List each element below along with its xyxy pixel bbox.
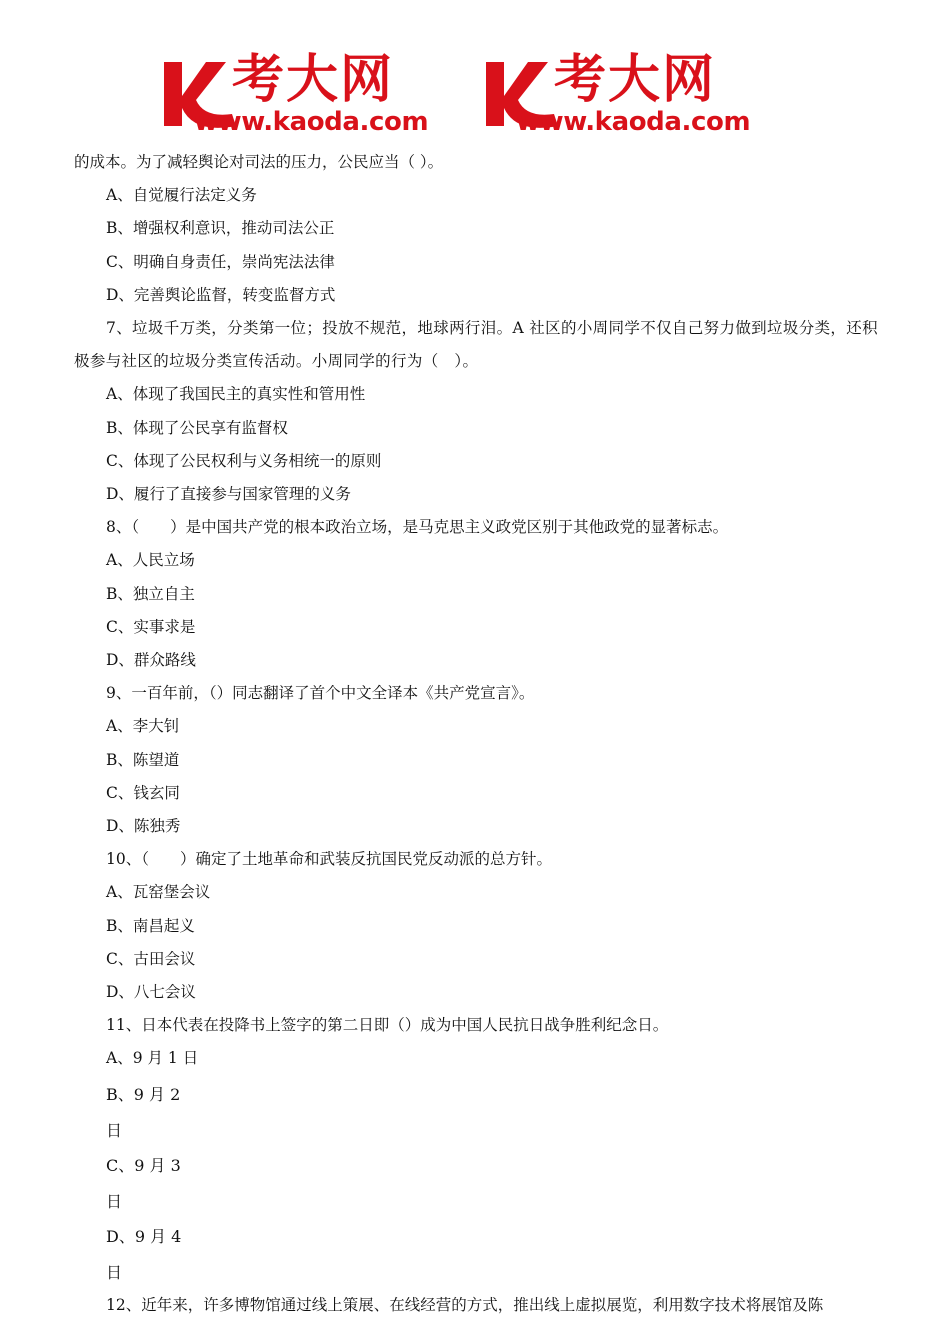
option-b: B、独立自主: [106, 584, 195, 603]
option-d: D、完善舆论监督，转变监督方式: [106, 285, 336, 304]
option-d: D、八七会议: [106, 983, 196, 1002]
option-d-line2: 日: [106, 1262, 123, 1282]
option-c: C、实事求是: [106, 617, 196, 636]
logo-url: www.kaoda.com: [516, 107, 751, 137]
option-c-line1: C、9 月 3: [106, 1155, 181, 1175]
option-c: C、体现了公民权利与义务相统一的原则: [106, 451, 382, 470]
question-stem: 10、（ ）确定了土地革命和武装反抗国民党反动派的总方针。: [106, 850, 552, 869]
document-body: [74, 146, 890, 1322]
option-d: D、陈独秀: [106, 817, 181, 836]
option-a: A、人民立场: [106, 551, 195, 570]
option-b: B、陈望道: [106, 750, 180, 769]
logo-text: 考大网: [232, 50, 395, 110]
question-stem: 9、一百年前，（）同志翻译了首个中文全译本《共产党宣言》。: [106, 684, 535, 703]
option-a: A、9 月 1 日: [106, 1049, 199, 1068]
option-a: A、体现了我国民主的真实性和管用性: [106, 385, 366, 404]
page-header: [160, 52, 810, 142]
logo-url: www.kaoda.com: [194, 107, 429, 137]
option-b: B、增强权利意识，推动司法公正: [106, 219, 335, 238]
question-stem: 11、日本代表在投降书上签字的第二日即（）成为中国人民抗日战争胜利纪念日。: [106, 1016, 669, 1035]
kaoda-logo: [160, 52, 490, 142]
question-stem: 的成本。为了减轻舆论对司法的压力，公民应当（ ）。: [74, 153, 444, 171]
option-d: D、履行了直接参与国家管理的义务: [106, 485, 351, 504]
option-d: [74, 1218, 890, 1289]
logo-text: 考大网: [554, 50, 717, 110]
question-stem: 8、（ ）是中国共产党的根本政治立场，是马克思主义政党区别于其他政党的显著标志。: [106, 518, 729, 537]
option-b: B、南昌起义: [106, 916, 195, 935]
option-c: C、明确自身责任，崇尚宪法法律: [106, 252, 335, 271]
option-b-line2: 日: [106, 1120, 123, 1140]
option-b: B、体现了公民享有监督权: [106, 418, 288, 437]
option-a: A、瓦窑堡会议: [106, 883, 211, 902]
option-d: D、群众路线: [106, 651, 196, 670]
option-c: [74, 1147, 890, 1218]
option-a: A、自觉履行法定义务: [106, 186, 257, 205]
option-d-line1: D、9 月 4: [106, 1226, 182, 1246]
option-c-line2: 日: [106, 1191, 123, 1211]
question-stem: 7、垃圾千万类，分类第一位；投放不规范，地球两行泪。A 社区的小周同学不仅自己努力做到垃圾分类，还积极参与社区的垃圾分类宣传活动。小周同学的行为（ ）。: [74, 319, 878, 371]
option-c: C、古田会议: [106, 949, 196, 968]
option-b-line1: B、9 月 2: [106, 1084, 181, 1104]
option-c: C、钱玄同: [106, 783, 180, 802]
option-a: A、李大钊: [106, 717, 180, 736]
kaoda-logo: [482, 52, 812, 142]
question-stem: 12、近年来，许多博物馆通过线上策展、在线经营的方式，推出线上虚拟展览，利用数字技术将展馆及陈: [106, 1295, 824, 1314]
option-b: [74, 1076, 890, 1147]
